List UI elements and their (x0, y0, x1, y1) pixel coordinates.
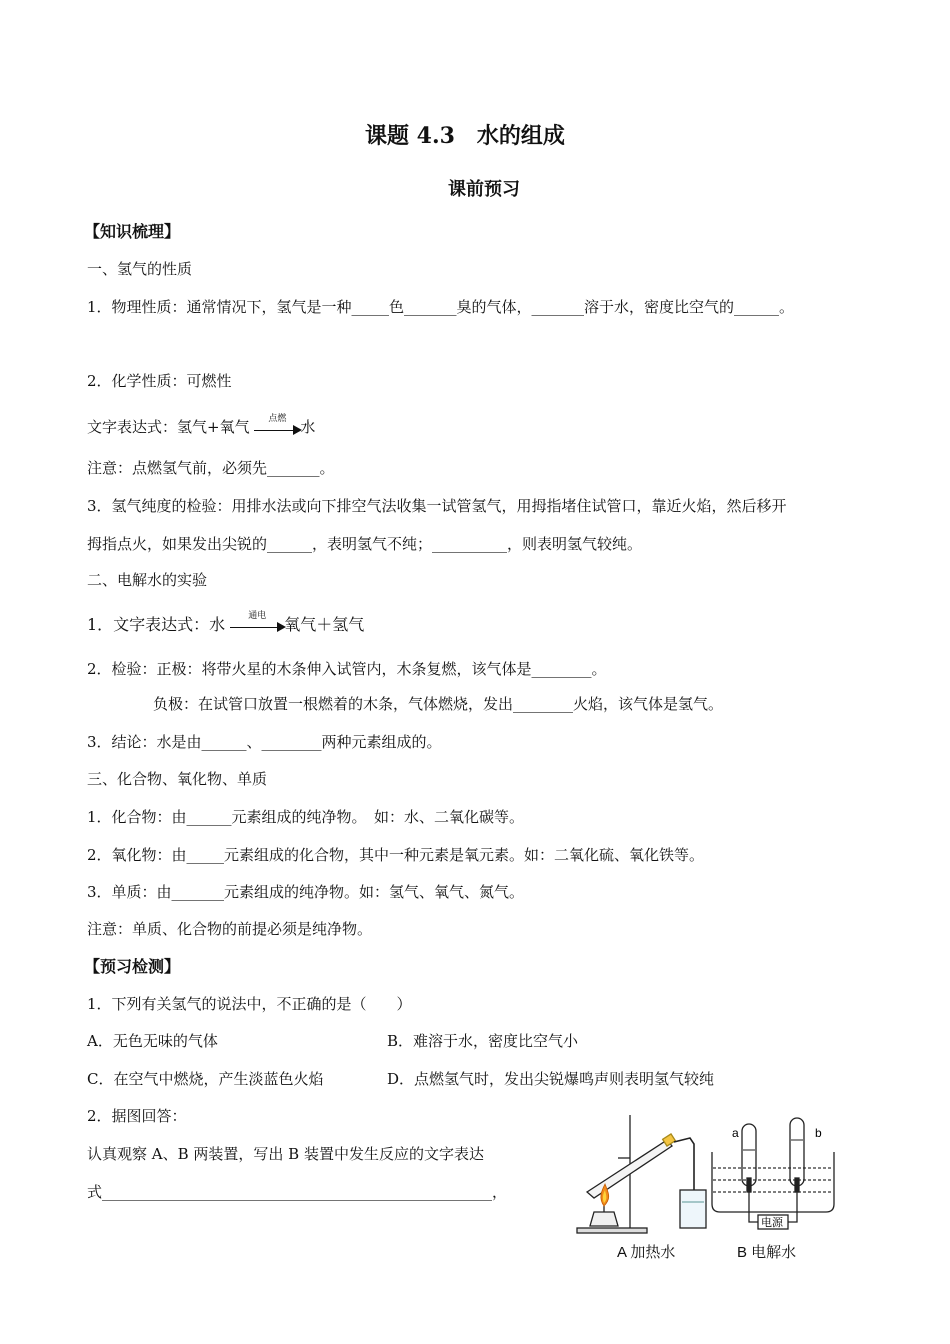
equation-rhs: 水 (300, 418, 316, 436)
section-header-knowledge: 【知识梳理】 (84, 222, 181, 241)
reaction-arrow (230, 611, 284, 628)
item-test-negative: 负极：在试管口放置一根燃着的木条，气体燃烧，发出________火焰，该气体是氢气。 (153, 695, 724, 713)
equation-lhs: 1．文字表达式：水 (87, 615, 226, 634)
item-chemical-properties: 2．化学性质：可燃性 (87, 372, 232, 390)
equation-hydrogen-combustion (87, 413, 316, 437)
figure-caption-b: B 电解水 (737, 1244, 797, 1261)
tube-a-label: a (732, 1126, 739, 1140)
option-b: B．难溶于水，密度比空气小 (387, 1032, 579, 1050)
reaction-condition: 通电 (248, 611, 267, 621)
figure-caption-a: A 加热水 (617, 1244, 676, 1261)
heating-apparatus (577, 1115, 706, 1233)
question-2: 2．据图回答： (87, 1107, 187, 1125)
item-compound: 1．化合物：由______元素组成的纯净物。 如：水、二氧化碳等。 (87, 808, 525, 826)
tube-b-label: b (815, 1126, 822, 1140)
question-2-line1: 认真观察 A、B 两装置，写出 B 装置中发生反应的文字表达 (87, 1145, 484, 1163)
apparatus-figure (572, 1110, 852, 1240)
heading-compounds: 三、化合物、氧化物、单质 (87, 770, 268, 788)
page-subtitle: 课前预习 (448, 179, 520, 200)
heading-hydrogen-properties: 一、氢气的性质 (87, 260, 193, 278)
note-pure: 注意：单质、化合物的前提必须是纯净物。 (87, 920, 373, 938)
item-physical-properties: 1．物理性质：通常情况下，氢气是一种_____色_______臭的气体，_______溶于水，密度比空气的______。 (87, 298, 795, 316)
equation-electrolysis (87, 611, 365, 635)
item-element: 3．单质：由_______元素组成的纯净物。如：氢气、氧气、氮气。 (87, 883, 525, 901)
option-d: D．点燃氢气时，发出尖锐爆鸣声则表明氢气较纯 (387, 1070, 715, 1088)
question-2-line2: 式____________________________________________________， (87, 1183, 508, 1201)
item-purity-test-line2: 拇指点火，如果发出尖锐的______，表明氢气不纯；__________，则表明氢气较纯。 (87, 535, 643, 553)
option-c: C．在空气中燃烧，产生淡蓝色火焰 (87, 1070, 324, 1088)
reaction-arrow (254, 413, 300, 431)
heading-electrolysis: 二、电解水的实验 (87, 571, 208, 589)
item-conclusion: 3．结论：水是由______、________两种元素组成的。 (87, 733, 442, 751)
power-source-label: 电源 (761, 1216, 783, 1229)
equation-lhs: 文字表达式：氢气+氧气 (87, 418, 250, 436)
item-purity-test-line1: 3．氢气纯度的检验：用排水法或向下排空气法收集一试管氢气，用拇指堵住试管口，靠近火焰，然后移开 (87, 497, 787, 515)
note-ignite: 注意：点燃氢气前，必须先_______。 (87, 459, 335, 477)
equation-rhs: 氧气＋氢气 (284, 615, 365, 634)
option-a: A．无色无味的气体 (87, 1032, 218, 1050)
item-oxide: 2．氧化物：由_____元素组成的化合物，其中一种元素是氧元素。如：二氧化硫、氧化铁等。 (87, 846, 705, 864)
section-header-check: 【预习检测】 (84, 957, 181, 976)
question-1: 1．下列有关氢气的说法中，不正确的是（ ） (87, 995, 412, 1013)
page-title: 课题 4.3 水的组成 (365, 123, 565, 149)
item-test-positive: 2．检验：正极：将带火星的木条伸入试管内，木条复燃，该气体是________。 (87, 660, 607, 678)
reaction-condition: 点燃 (268, 413, 287, 424)
